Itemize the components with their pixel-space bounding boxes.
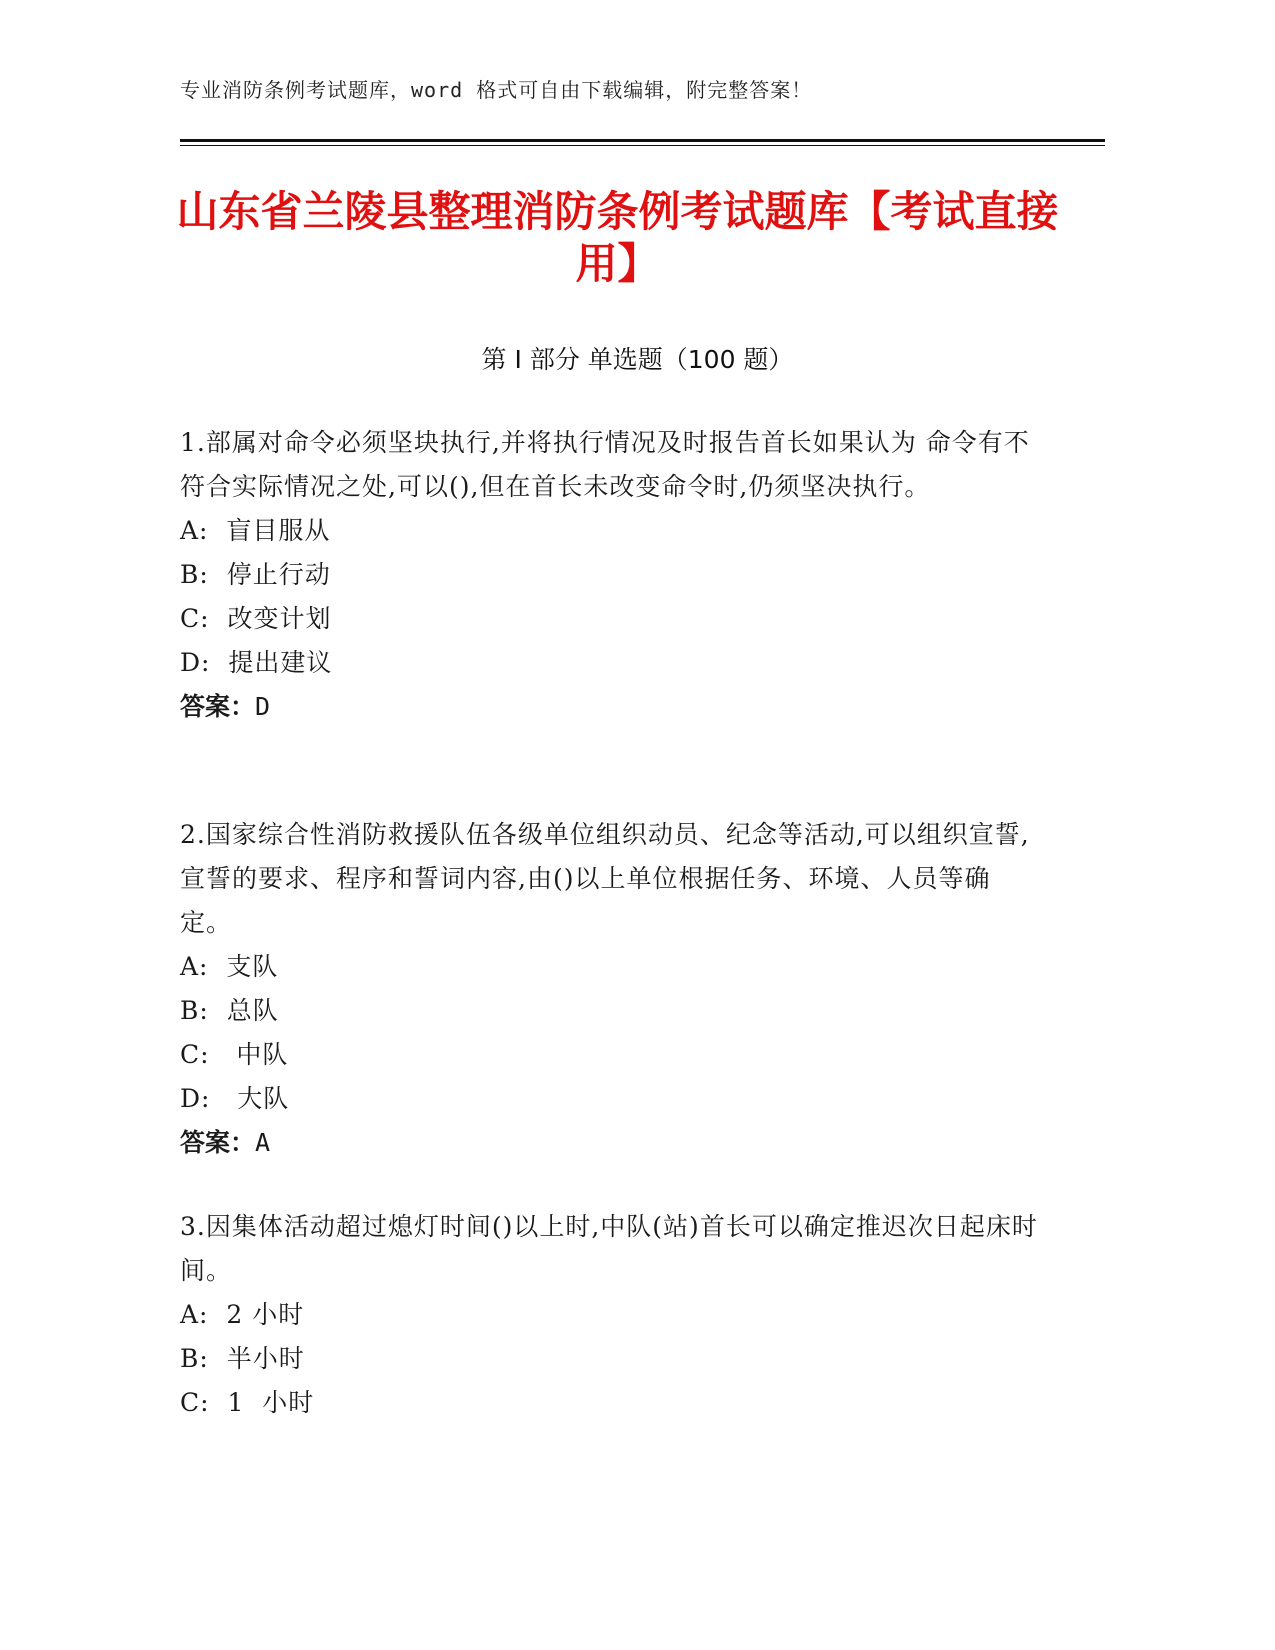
answer-line: [180, 685, 1040, 729]
option-c: C: 中队: [180, 1040, 289, 1069]
option-b: B: 停止行动: [180, 560, 331, 589]
question-3: [180, 1205, 1040, 1425]
option-a: A: 2 小时: [180, 1300, 305, 1329]
option-d: D: 提出建议: [180, 648, 333, 677]
answer-value: D: [255, 692, 271, 721]
option-a: A: 盲目服从: [180, 516, 331, 545]
header-divider-thin: [180, 145, 1105, 146]
option-c: C: 改变计划: [180, 604, 332, 633]
question-stem: 1.部属对命令必须坚块执行,并将执行情况及时报告首长如果认为 命令有不符合实际情况之处,可以(),但在首长未改变命令时,仍须坚决执行。: [180, 428, 1030, 501]
document-title: 山东省兰陵县整理消防条例考试题库【考试直接用】: [176, 187, 1059, 288]
option-b: B: 半小时: [180, 1344, 305, 1373]
answer-label: 答案：: [180, 1128, 256, 1157]
option-c: C: 1 小时: [180, 1388, 315, 1417]
question-stem: 3.因集体活动超过熄灯时间()以上时,中队(站)首长可以确定推迟次日起床时间。: [180, 1212, 1038, 1285]
option-b: B: 总队: [180, 996, 279, 1025]
question-1: [180, 421, 1040, 729]
question-2: [180, 813, 1040, 1165]
header-note: 专业消防条例考试题库，word 格式可自由下载编辑，附完整答案！: [180, 78, 813, 102]
section-heading: 第 I 部分 单选题（100 题）: [481, 345, 794, 374]
option-a: A: 支队: [180, 952, 279, 981]
answer-label: 答案：: [180, 692, 256, 721]
option-d: D: 大队: [180, 1084, 290, 1113]
answer-line: [180, 1121, 1040, 1165]
header-divider-thick: [180, 139, 1105, 142]
answer-value: A: [255, 1128, 271, 1157]
question-stem: 2.国家综合性消防救援队伍各级单位组织动员、纪念等活动,可以组织宣誓,宣誓的要求、程序和誓词内容,由()以上单位根据任务、环境、人员等确定。: [180, 820, 1030, 937]
